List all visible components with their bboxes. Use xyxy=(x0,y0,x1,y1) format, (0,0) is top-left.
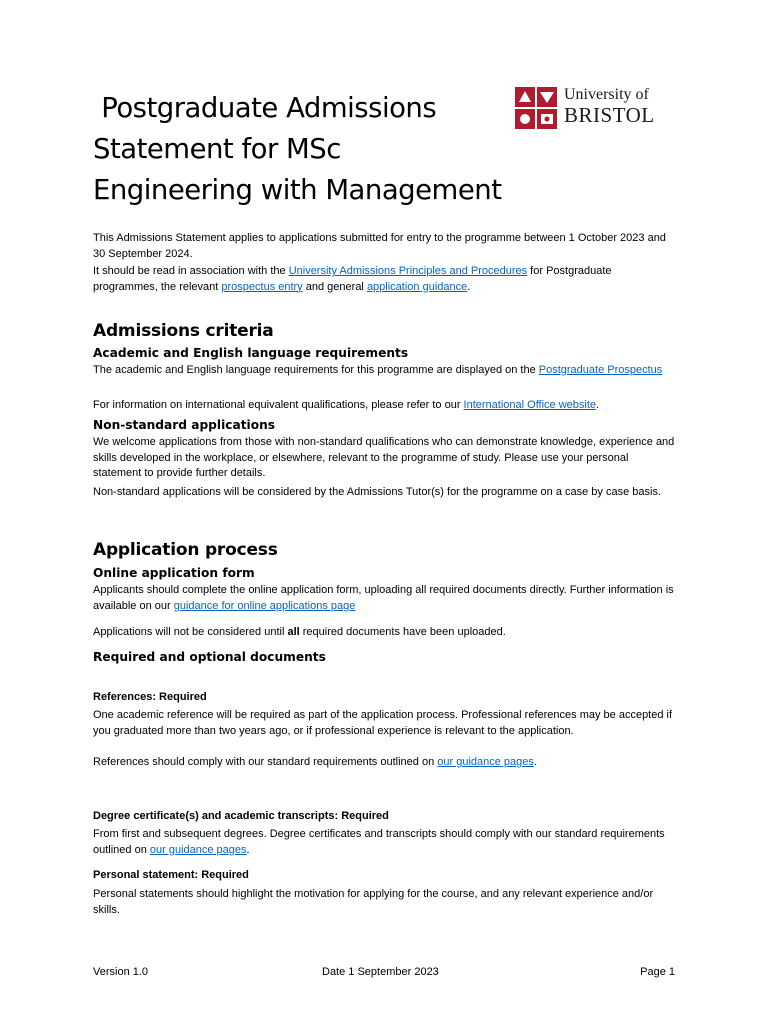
personal-statement-heading: Personal statement: Required xyxy=(93,869,249,881)
documents-uploaded-paragraph xyxy=(93,625,678,641)
references-comply-end: . xyxy=(533,756,537,768)
references-heading: References: Required xyxy=(93,691,207,703)
references-paragraph: One academic reference will be required as part of the application process. Professional references may be accepted if you graduated more than two years ago, or if professional experience is relevant to the application. xyxy=(93,709,673,737)
logo-line-2: BRISTOL xyxy=(564,103,655,127)
degree-text-end: . xyxy=(246,843,250,856)
academic-requirements-heading: Academic and English language requirements xyxy=(93,346,409,360)
university-of-bristol-logo xyxy=(514,86,674,132)
intro-text-d: . xyxy=(467,280,471,293)
online-application-paragraph xyxy=(93,583,678,614)
logo-line-1: University of xyxy=(564,86,649,103)
non-standard-heading: Non-standard applications xyxy=(93,418,275,432)
online-applications-guidance-link[interactable]: guidance for online applications page xyxy=(173,599,356,612)
degree-text: From first and subsequent degrees. Degree certificates and transcripts should comply with our standard requirements outlined on xyxy=(93,828,665,856)
bristol-crest-icon xyxy=(514,86,560,132)
academic-text: The academic and English language requirements for this programme are displayed on the xyxy=(93,364,539,376)
intro-text-a: It should be read in association with the xyxy=(93,265,289,277)
references-guidance-link[interactable]: our guidance pages xyxy=(437,756,534,768)
non-standard-paragraph-1: We welcome applications from those with non-standard qualifications who can demonstrate knowledge, experience and skills developed in the workplace, or elsewhere, relevant to the programme of study. Please use your personal statement to provide further details. xyxy=(93,436,675,479)
logo-text xyxy=(564,86,655,126)
postgraduate-prospectus-link[interactable]: Postgraduate Prospectus xyxy=(538,364,663,376)
admissions-principles-link[interactable]: University Admissions Principles and Procedures xyxy=(288,265,528,277)
documents-heading: Required and optional documents xyxy=(93,650,326,664)
intro-paragraph-2 xyxy=(93,264,678,295)
application-guidance-link[interactable]: application guidance xyxy=(366,280,468,293)
intro-text-c: and general xyxy=(302,280,367,293)
academic-requirements-paragraph xyxy=(93,363,678,379)
admissions-criteria-heading: Admissions criteria xyxy=(93,321,274,341)
international-text: For information on international equivalent qualifications, please refer to our xyxy=(93,399,464,411)
degree-guidance-link[interactable]: our guidance pages xyxy=(149,843,247,856)
intro-text-b: for Postgraduate programmes, the relevant xyxy=(93,265,612,293)
page-title xyxy=(93,88,501,211)
title-line-3: Engineering with Management xyxy=(93,174,502,206)
references-comply-paragraph xyxy=(93,755,678,771)
title-line-2: Statement for MSc xyxy=(93,133,341,165)
degree-certificates-paragraph xyxy=(93,827,678,858)
non-standard-paragraph-2: Non-standard applications will be considered by the Admissions Tutor(s) for the programme on a case by case basis. xyxy=(93,486,662,498)
international-paragraph xyxy=(93,398,678,414)
footer-version: Version 1.0 xyxy=(93,966,149,978)
intro-paragraph-1: This Admissions Statement applies to applications submitted for entry to the programme between 1 October 2023 and 30 September 2024. xyxy=(93,232,666,260)
personal-statement-paragraph: Personal statements should highlight the motivation for applying for the course, and any relevant experience and/or skills. xyxy=(93,888,654,916)
footer-page-number: Page 1 xyxy=(640,966,675,978)
considered-text-b: required documents have been uploaded. xyxy=(299,626,506,638)
considered-bold: all xyxy=(287,626,300,638)
title-line-1: Postgraduate Admissions xyxy=(93,92,437,124)
references-comply-text: References should comply with our standard requirements outlined on xyxy=(93,756,438,768)
online-application-heading: Online application form xyxy=(93,566,255,580)
degree-certificates-heading: Degree certificate(s) and academic transcripts: Required xyxy=(93,810,389,822)
online-application-text: Applicants should complete the online application form, uploading all required documents directly. Further information is available on our xyxy=(93,584,674,612)
considered-text-a: Applications will not be considered until xyxy=(93,626,288,638)
prospectus-entry-link[interactable]: prospectus entry xyxy=(221,280,303,293)
application-process-heading: Application process xyxy=(93,540,278,560)
footer-date: Date 1 September 2023 xyxy=(322,966,439,978)
international-text-end: . xyxy=(596,399,600,411)
international-office-link[interactable]: International Office website xyxy=(463,399,597,411)
